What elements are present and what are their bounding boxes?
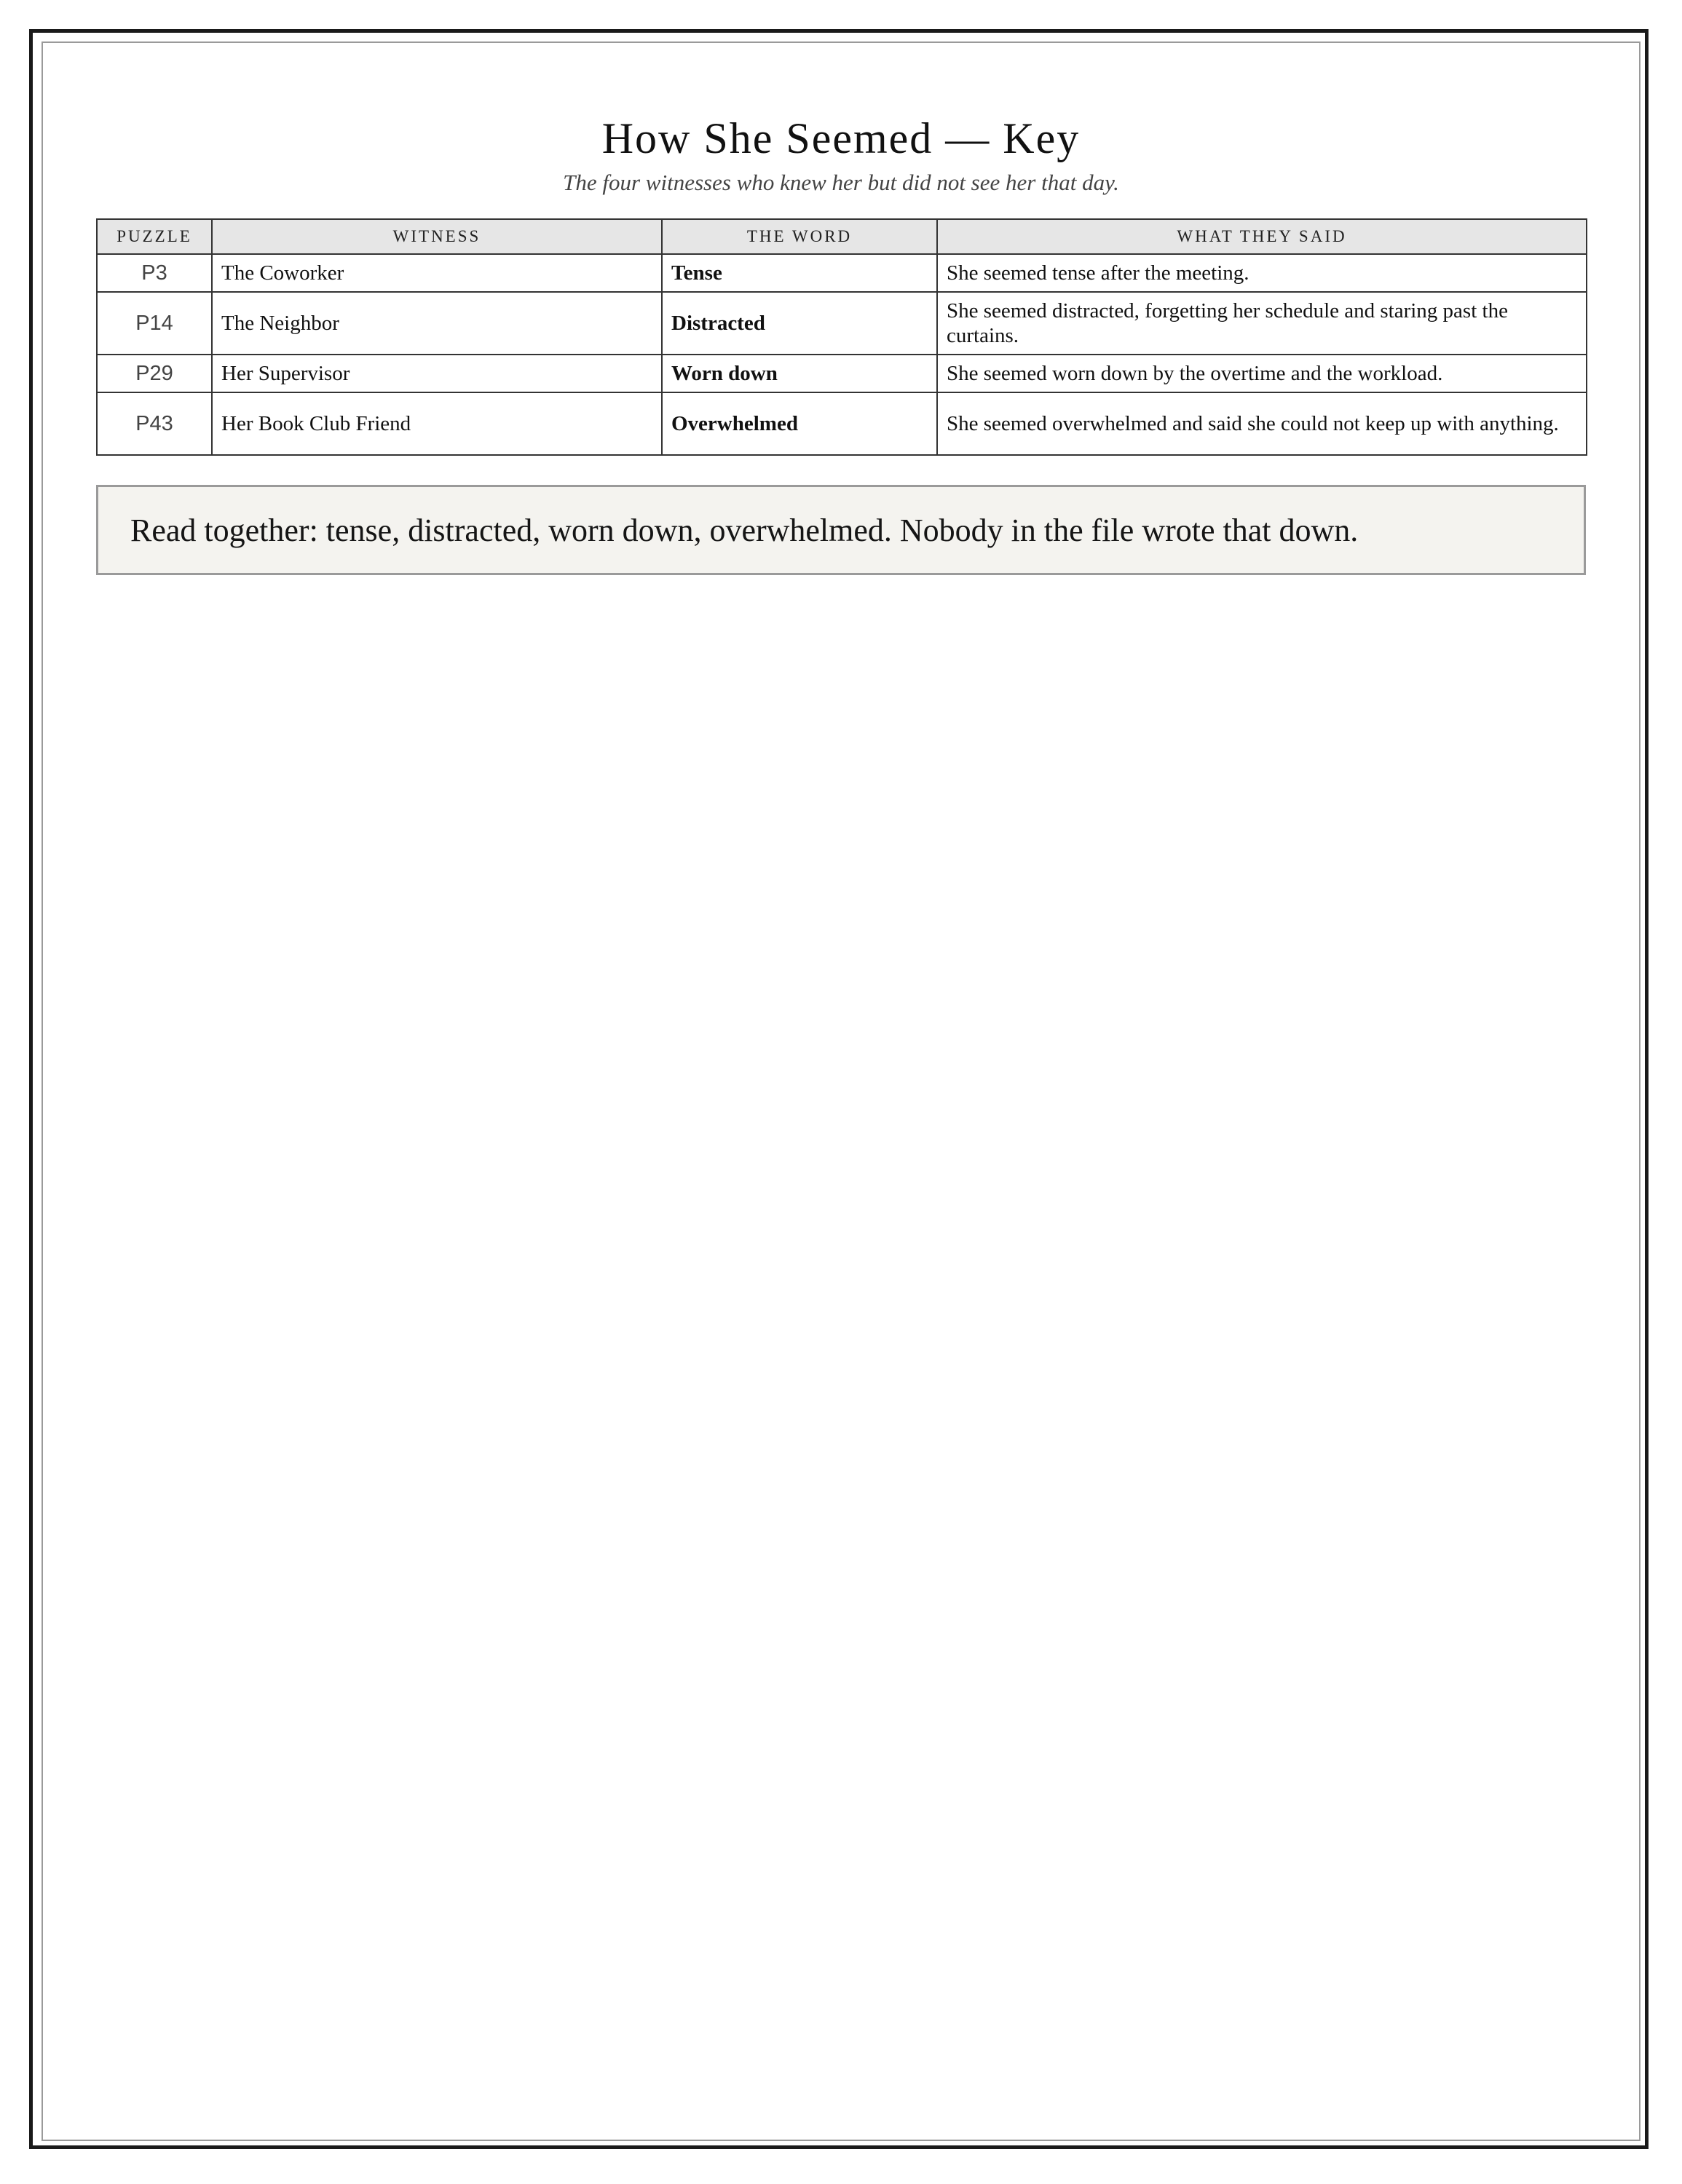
word-cell: Overwhelmed bbox=[662, 392, 937, 455]
statement-cell: She seemed distracted, forgetting her schedule and staring past the curtains. bbox=[937, 292, 1587, 355]
word-cell: Worn down bbox=[662, 355, 937, 392]
table-row bbox=[97, 355, 1587, 392]
table-row bbox=[97, 392, 1587, 455]
column-header-witness: WITNESS bbox=[212, 219, 662, 254]
page-title: How She Seemed — Key bbox=[601, 114, 1081, 162]
column-header-puzzle: PUZZLE bbox=[97, 219, 212, 254]
table-row bbox=[97, 292, 1587, 355]
puzzle-cell: P43 bbox=[97, 392, 212, 455]
page-subtitle: The four witnesses who knew her but did not see her that day. bbox=[563, 170, 1119, 195]
table-row bbox=[97, 254, 1587, 292]
statement-cell: She seemed overwhelmed and said she could not keep up with anything. bbox=[937, 392, 1587, 455]
summary-box bbox=[96, 485, 1586, 575]
puzzle-cell: P14 bbox=[97, 292, 212, 355]
statement-cell: She seemed tense after the meeting. bbox=[937, 254, 1587, 292]
witness-cell: Her Book Club Friend bbox=[212, 392, 662, 455]
witness-key-table bbox=[96, 218, 1587, 456]
summary-text: Read together: tense, distracted, worn down, overwhelmed. Nobody in the file wrote that down. bbox=[130, 512, 1359, 548]
puzzle-cell: P29 bbox=[97, 355, 212, 392]
column-header-said: WHAT THEY SAID bbox=[937, 219, 1587, 254]
witness-cell: The Coworker bbox=[212, 254, 662, 292]
statement-cell: She seemed worn down by the overtime and the workload. bbox=[937, 355, 1587, 392]
column-header-word: THE WORD bbox=[662, 219, 937, 254]
word-cell: Tense bbox=[662, 254, 937, 292]
witness-cell: Her Supervisor bbox=[212, 355, 662, 392]
word-cell: Distracted bbox=[662, 292, 937, 355]
witness-cell: The Neighbor bbox=[212, 292, 662, 355]
table-header-row bbox=[97, 219, 1587, 254]
puzzle-cell: P3 bbox=[97, 254, 212, 292]
document-content bbox=[96, 109, 1586, 575]
